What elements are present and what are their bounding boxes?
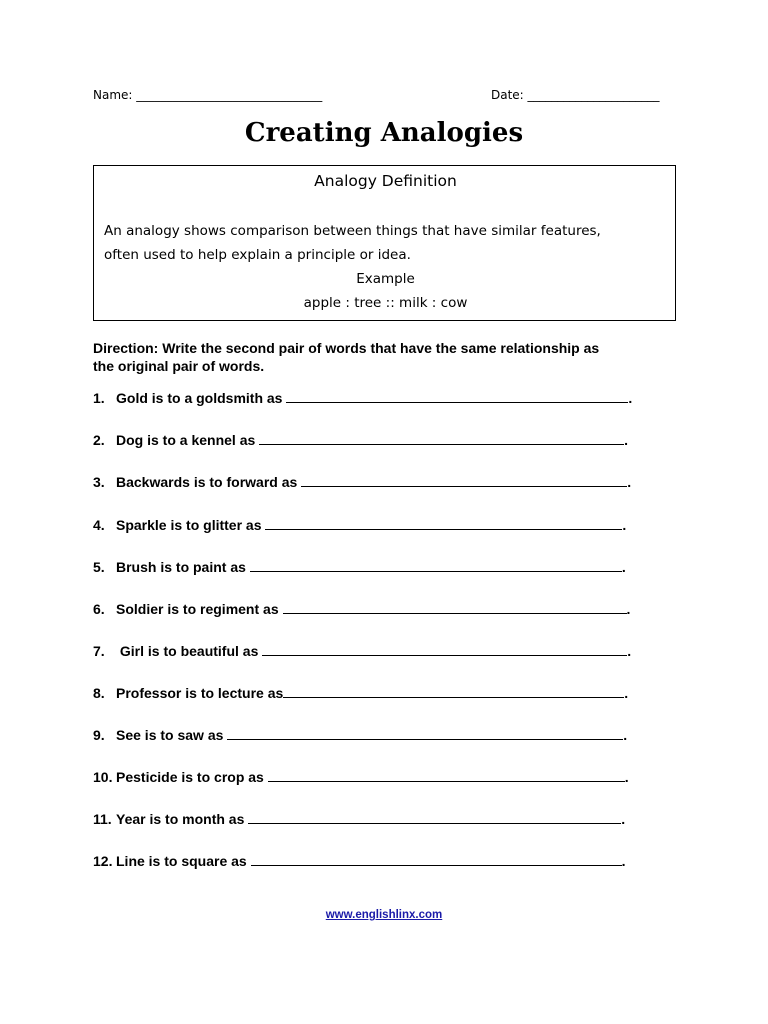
answer-blank[interactable] [268, 768, 625, 782]
question-number: 12. [93, 853, 113, 869]
question-end-period: . [624, 685, 629, 701]
question-number: 4. [93, 517, 105, 533]
question-number: 10. [93, 769, 113, 785]
question-item [93, 768, 629, 785]
answer-blank[interactable] [265, 516, 622, 530]
answer-blank[interactable] [227, 726, 623, 740]
question-end-period: . [626, 601, 631, 617]
question-item [93, 431, 628, 448]
question-item [93, 726, 627, 743]
answer-blank[interactable] [283, 684, 624, 698]
example-analogy: apple : tree :: milk : cow [303, 295, 468, 311]
question-text: Brush is to paint as [116, 559, 250, 575]
question-text: Girl is to beautiful as [116, 643, 263, 659]
question-text: Backwards is to forward as [116, 474, 302, 490]
question-item [93, 684, 628, 701]
question-end-period: . [623, 727, 628, 743]
answer-blank[interactable] [262, 642, 627, 656]
direction-text [93, 339, 599, 375]
question-item [93, 473, 631, 490]
example-label: Example [356, 271, 415, 287]
date-field-label: Date: ______________________ [491, 88, 660, 102]
question-text: Professor is to lecture as [116, 685, 284, 701]
question-number: 2. [93, 432, 105, 448]
question-end-period: . [621, 853, 626, 869]
footer-link[interactable]: www.englishlinx.com [325, 909, 443, 921]
question-item [93, 810, 625, 827]
question-text: Dog is to a kennel as [116, 432, 260, 448]
page-title: Creating Analogies [244, 118, 524, 148]
answer-blank[interactable] [251, 852, 622, 866]
answer-blank[interactable] [259, 431, 624, 445]
name-field-label: Name: _______________________________ [93, 88, 323, 102]
question-text: Sparkle is to glitter as [116, 517, 266, 533]
question-text: See is to saw as [116, 727, 228, 743]
definition-box [93, 165, 676, 321]
question-end-period: . [621, 811, 626, 827]
question-item [93, 516, 626, 533]
question-text: Gold is to a goldsmith as [116, 390, 287, 406]
question-end-period: . [627, 474, 632, 490]
definition-line-2: often used to help explain a principle or idea. [104, 247, 411, 263]
question-number: 1. [93, 390, 105, 406]
question-number: 7. [93, 643, 105, 659]
answer-blank[interactable] [248, 810, 621, 824]
answer-blank[interactable] [250, 558, 622, 572]
question-end-period: . [627, 643, 632, 659]
question-end-period: . [624, 769, 629, 785]
question-end-period: . [622, 517, 627, 533]
question-number: 8. [93, 685, 105, 701]
direction-line-2: the original pair of words. [93, 358, 265, 374]
question-number: 11. [93, 811, 112, 827]
answer-blank[interactable] [283, 600, 627, 614]
question-number: 5. [93, 559, 105, 575]
direction-line-1: Direction: Write the second pair of words that have the same relationship as [93, 340, 600, 356]
question-end-period: . [624, 432, 629, 448]
definition-heading: Analogy Definition [314, 172, 457, 190]
question-item [93, 600, 630, 617]
answer-blank[interactable] [286, 389, 628, 403]
question-item [93, 852, 626, 869]
question-end-period: . [621, 559, 626, 575]
question-item [93, 642, 631, 659]
question-text: Line is to square as [116, 853, 251, 869]
question-number: 9. [93, 727, 105, 743]
question-end-period: . [628, 390, 633, 406]
question-item [93, 558, 626, 575]
definition-line-1: An analogy shows comparison between things that have similar features, [104, 223, 601, 239]
question-item [93, 389, 632, 406]
question-text: Soldier is to regiment as [116, 601, 283, 617]
answer-blank[interactable] [301, 473, 627, 487]
question-number: 6. [93, 601, 105, 617]
question-number: 3. [93, 474, 105, 490]
question-text: Pesticide is to crop as [116, 769, 268, 785]
question-text: Year is to month as [116, 811, 249, 827]
